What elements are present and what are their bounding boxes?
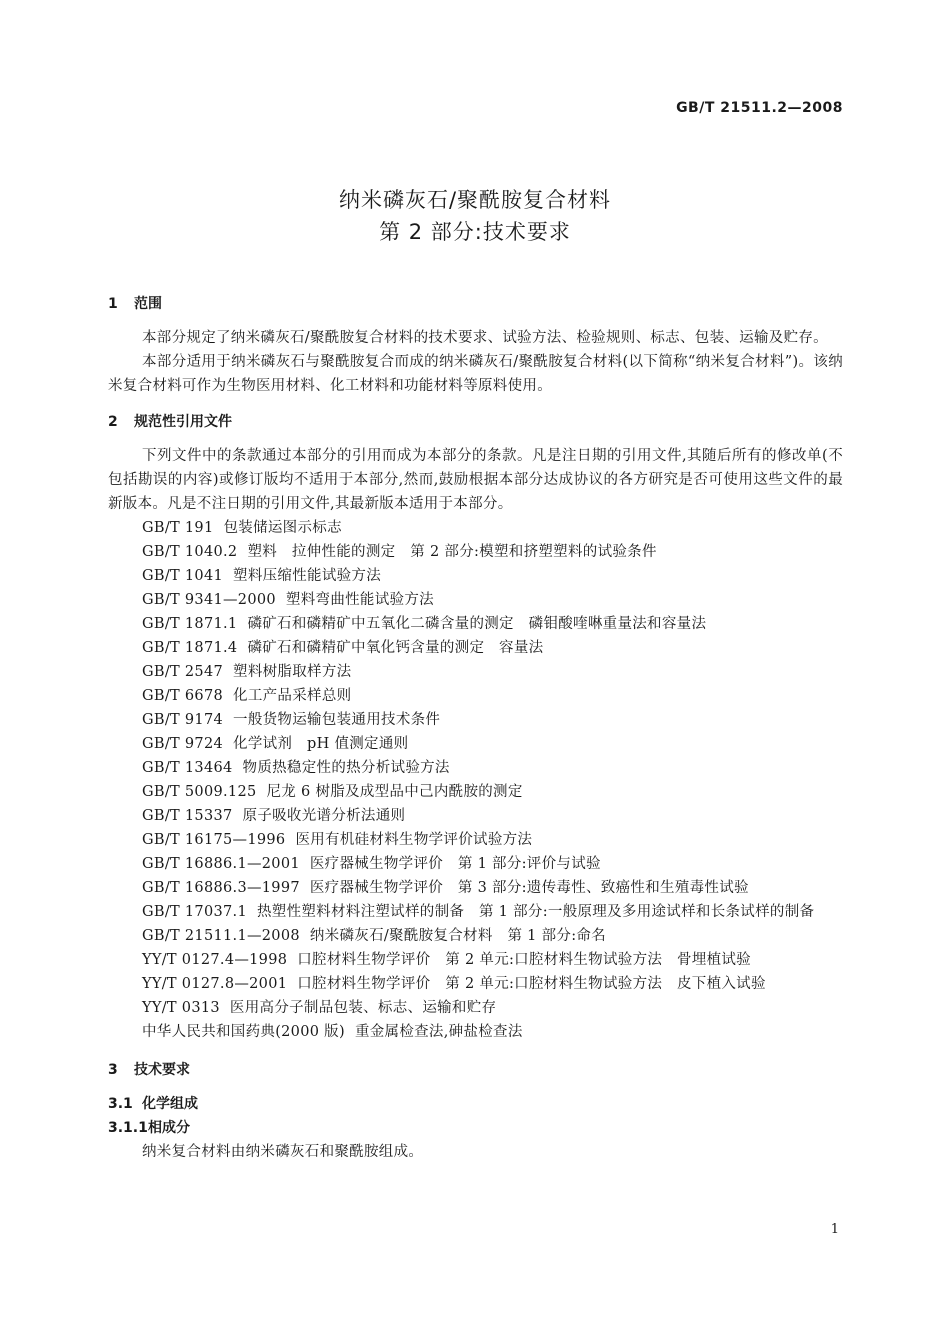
section-number: 3.1	[108, 1096, 133, 1112]
section-3-1-1-heading	[108, 1116, 843, 1140]
reference-item	[108, 804, 843, 828]
reference-item	[108, 588, 843, 612]
reference-title: 医用高分子制品包装、标志、运输和贮存	[229, 1000, 497, 1016]
section-3-1-1-paragraph: 纳米复合材料由纳米磷灰石和聚酰胺组成。	[142, 1144, 424, 1160]
section-number: 2	[108, 414, 118, 430]
reference-title: 磷矿石和磷精矿中氧化钙含量的测定 容量法	[247, 640, 544, 656]
reference-title: 医用有机硅材料生物学评价试验方法	[295, 832, 533, 848]
reference-code: GB/T 16886.1—2001	[142, 856, 300, 872]
section-title: 规范性引用文件	[134, 414, 232, 430]
reference-code: GB/T 9341—2000	[142, 592, 276, 608]
section-title: 技术要求	[134, 1062, 190, 1078]
section-2-heading	[108, 410, 843, 434]
reference-item	[108, 612, 843, 636]
section-1-paragraph-1: 本部分规定了纳米磷灰石/聚酰胺复合材料的技术要求、试验方法、检验规则、标志、包装、运输及贮存。	[142, 330, 828, 346]
reference-item	[108, 924, 843, 948]
reference-title: 原子吸收光谱分析法通则	[242, 808, 406, 824]
reference-code: GB/T 13464	[142, 760, 233, 776]
reference-code: GB/T 21511.1—2008	[142, 928, 300, 944]
reference-code: GB/T 5009.125	[142, 784, 257, 800]
reference-title: 重金属检查法,砷盐检查法	[354, 1024, 523, 1040]
section-number: 3.1.1	[108, 1120, 148, 1136]
reference-title: 塑料弯曲性能试验方法	[285, 592, 434, 608]
reference-code: GB/T 2547	[142, 664, 224, 680]
reference-item	[108, 756, 843, 780]
reference-code: GB/T 9174	[142, 712, 224, 728]
reference-item	[108, 996, 843, 1020]
reference-code: YY/T 0127.8—2001	[142, 976, 288, 992]
reference-title: 塑料树脂取样方法	[233, 664, 352, 680]
reference-item	[108, 684, 843, 708]
reference-code: GB/T 9724	[142, 736, 224, 752]
reference-code: GB/T 16886.3—1997	[142, 880, 300, 896]
reference-item	[108, 660, 843, 684]
reference-item	[108, 876, 843, 900]
reference-title: 磷矿石和磷精矿中五氧化二磷含量的测定 磷钼酸喹啉重量法和容量法	[247, 616, 707, 632]
reference-title: 口腔材料生物学评价 第 2 单元:口腔材料生物试验方法 骨埋植试验	[297, 952, 751, 968]
reference-code: YY/T 0313	[142, 1000, 220, 1016]
reference-code: 中华人民共和国药典(2000 版)	[142, 1024, 345, 1040]
reference-title: 塑料压缩性能试验方法	[233, 568, 382, 584]
reference-code: GB/T 17037.1	[142, 904, 247, 920]
reference-item	[108, 780, 843, 804]
reference-code: GB/T 1041	[142, 568, 224, 584]
reference-title: 塑料 拉伸性能的测定 第 2 部分:模塑和挤塑塑料的试验条件	[247, 544, 657, 560]
reference-code: GB/T 15337	[142, 808, 233, 824]
reference-title: 尼龙 6 树脂及成型品中己内酰胺的测定	[266, 784, 523, 800]
reference-title: 化工产品采样总则	[233, 688, 352, 704]
reference-title: 化学试剂 pH 值测定通则	[233, 736, 409, 752]
reference-item	[108, 972, 843, 996]
reference-item	[108, 732, 843, 756]
reference-title: 纳米磷灰石/聚酰胺复合材料 第 1 部分:命名	[309, 928, 606, 944]
reference-item	[108, 708, 843, 732]
reference-item	[108, 636, 843, 660]
document-title-line1: 纳米磷灰石/聚酰胺复合材料	[338, 188, 612, 212]
reference-item	[108, 516, 843, 540]
reference-item	[108, 900, 843, 924]
reference-code: GB/T 191	[142, 520, 214, 536]
section-title: 化学组成	[142, 1096, 198, 1112]
standard-code: GB/T 21511.2—2008	[676, 100, 843, 116]
section-number: 1	[108, 296, 118, 312]
reference-item	[108, 948, 843, 972]
reference-item	[108, 828, 843, 852]
reference-code: GB/T 16175—1996	[142, 832, 286, 848]
reference-code: GB/T 1040.2	[142, 544, 238, 560]
reference-code: GB/T 1871.1	[142, 616, 238, 632]
section-2-intro: 下列文件中的条款通过本部分的引用而成为本部分的条款。凡是注日期的引用文件,其随后所有的修改单(不包括勘误的内容)或修订版均不适用于本部分,然而,鼓励根据本部分达成协议的各方研究是否可使用这些文件的最新版本。凡是不注日期的引用文件,其最新版本适用于本部分。	[108, 448, 843, 512]
section-title: 相成分	[148, 1120, 190, 1136]
document-title-line2: 第 2 部分:技术要求	[379, 220, 571, 244]
reference-title: 医疗器械生物学评价 第 3 部分:遗传毒性、致癌性和生殖毒性试验	[309, 880, 749, 896]
reference-item	[108, 540, 843, 564]
reference-title: 医疗器械生物学评价 第 1 部分:评价与试验	[309, 856, 601, 872]
reference-title: 口腔材料生物学评价 第 2 单元:口腔材料生物试验方法 皮下植入试验	[297, 976, 766, 992]
section-1-paragraph-2: 本部分适用于纳米磷灰石与聚酰胺复合而成的纳米磷灰石/聚酰胺复合材料(以下简称“纳米复合材料”)。该纳米复合材料可作为生物医用材料、化工材料和功能材料等原料使用。	[108, 354, 843, 394]
reference-item	[108, 564, 843, 588]
section-number: 3	[108, 1062, 118, 1078]
section-1-heading	[108, 292, 843, 316]
section-3-1-heading	[108, 1092, 843, 1116]
reference-title: 热塑性塑料材料注塑试样的制备 第 1 部分:一般原理及多用途试样和长条试样的制备	[256, 904, 815, 920]
normative-references-list	[108, 516, 843, 1044]
reference-item	[108, 852, 843, 876]
page-number: 1	[830, 1222, 839, 1237]
reference-code: GB/T 6678	[142, 688, 224, 704]
reference-code: GB/T 1871.4	[142, 640, 238, 656]
reference-code: YY/T 0127.4—1998	[142, 952, 288, 968]
document-body	[108, 292, 843, 1164]
reference-title: 一般货物运输包装通用技术条件	[233, 712, 441, 728]
section-3-heading	[108, 1058, 843, 1082]
reference-title: 物质热稳定性的热分析试验方法	[242, 760, 450, 776]
reference-item	[108, 1020, 843, 1044]
reference-title: 包装储运图示标志	[223, 520, 342, 536]
section-title: 范围	[134, 296, 162, 312]
